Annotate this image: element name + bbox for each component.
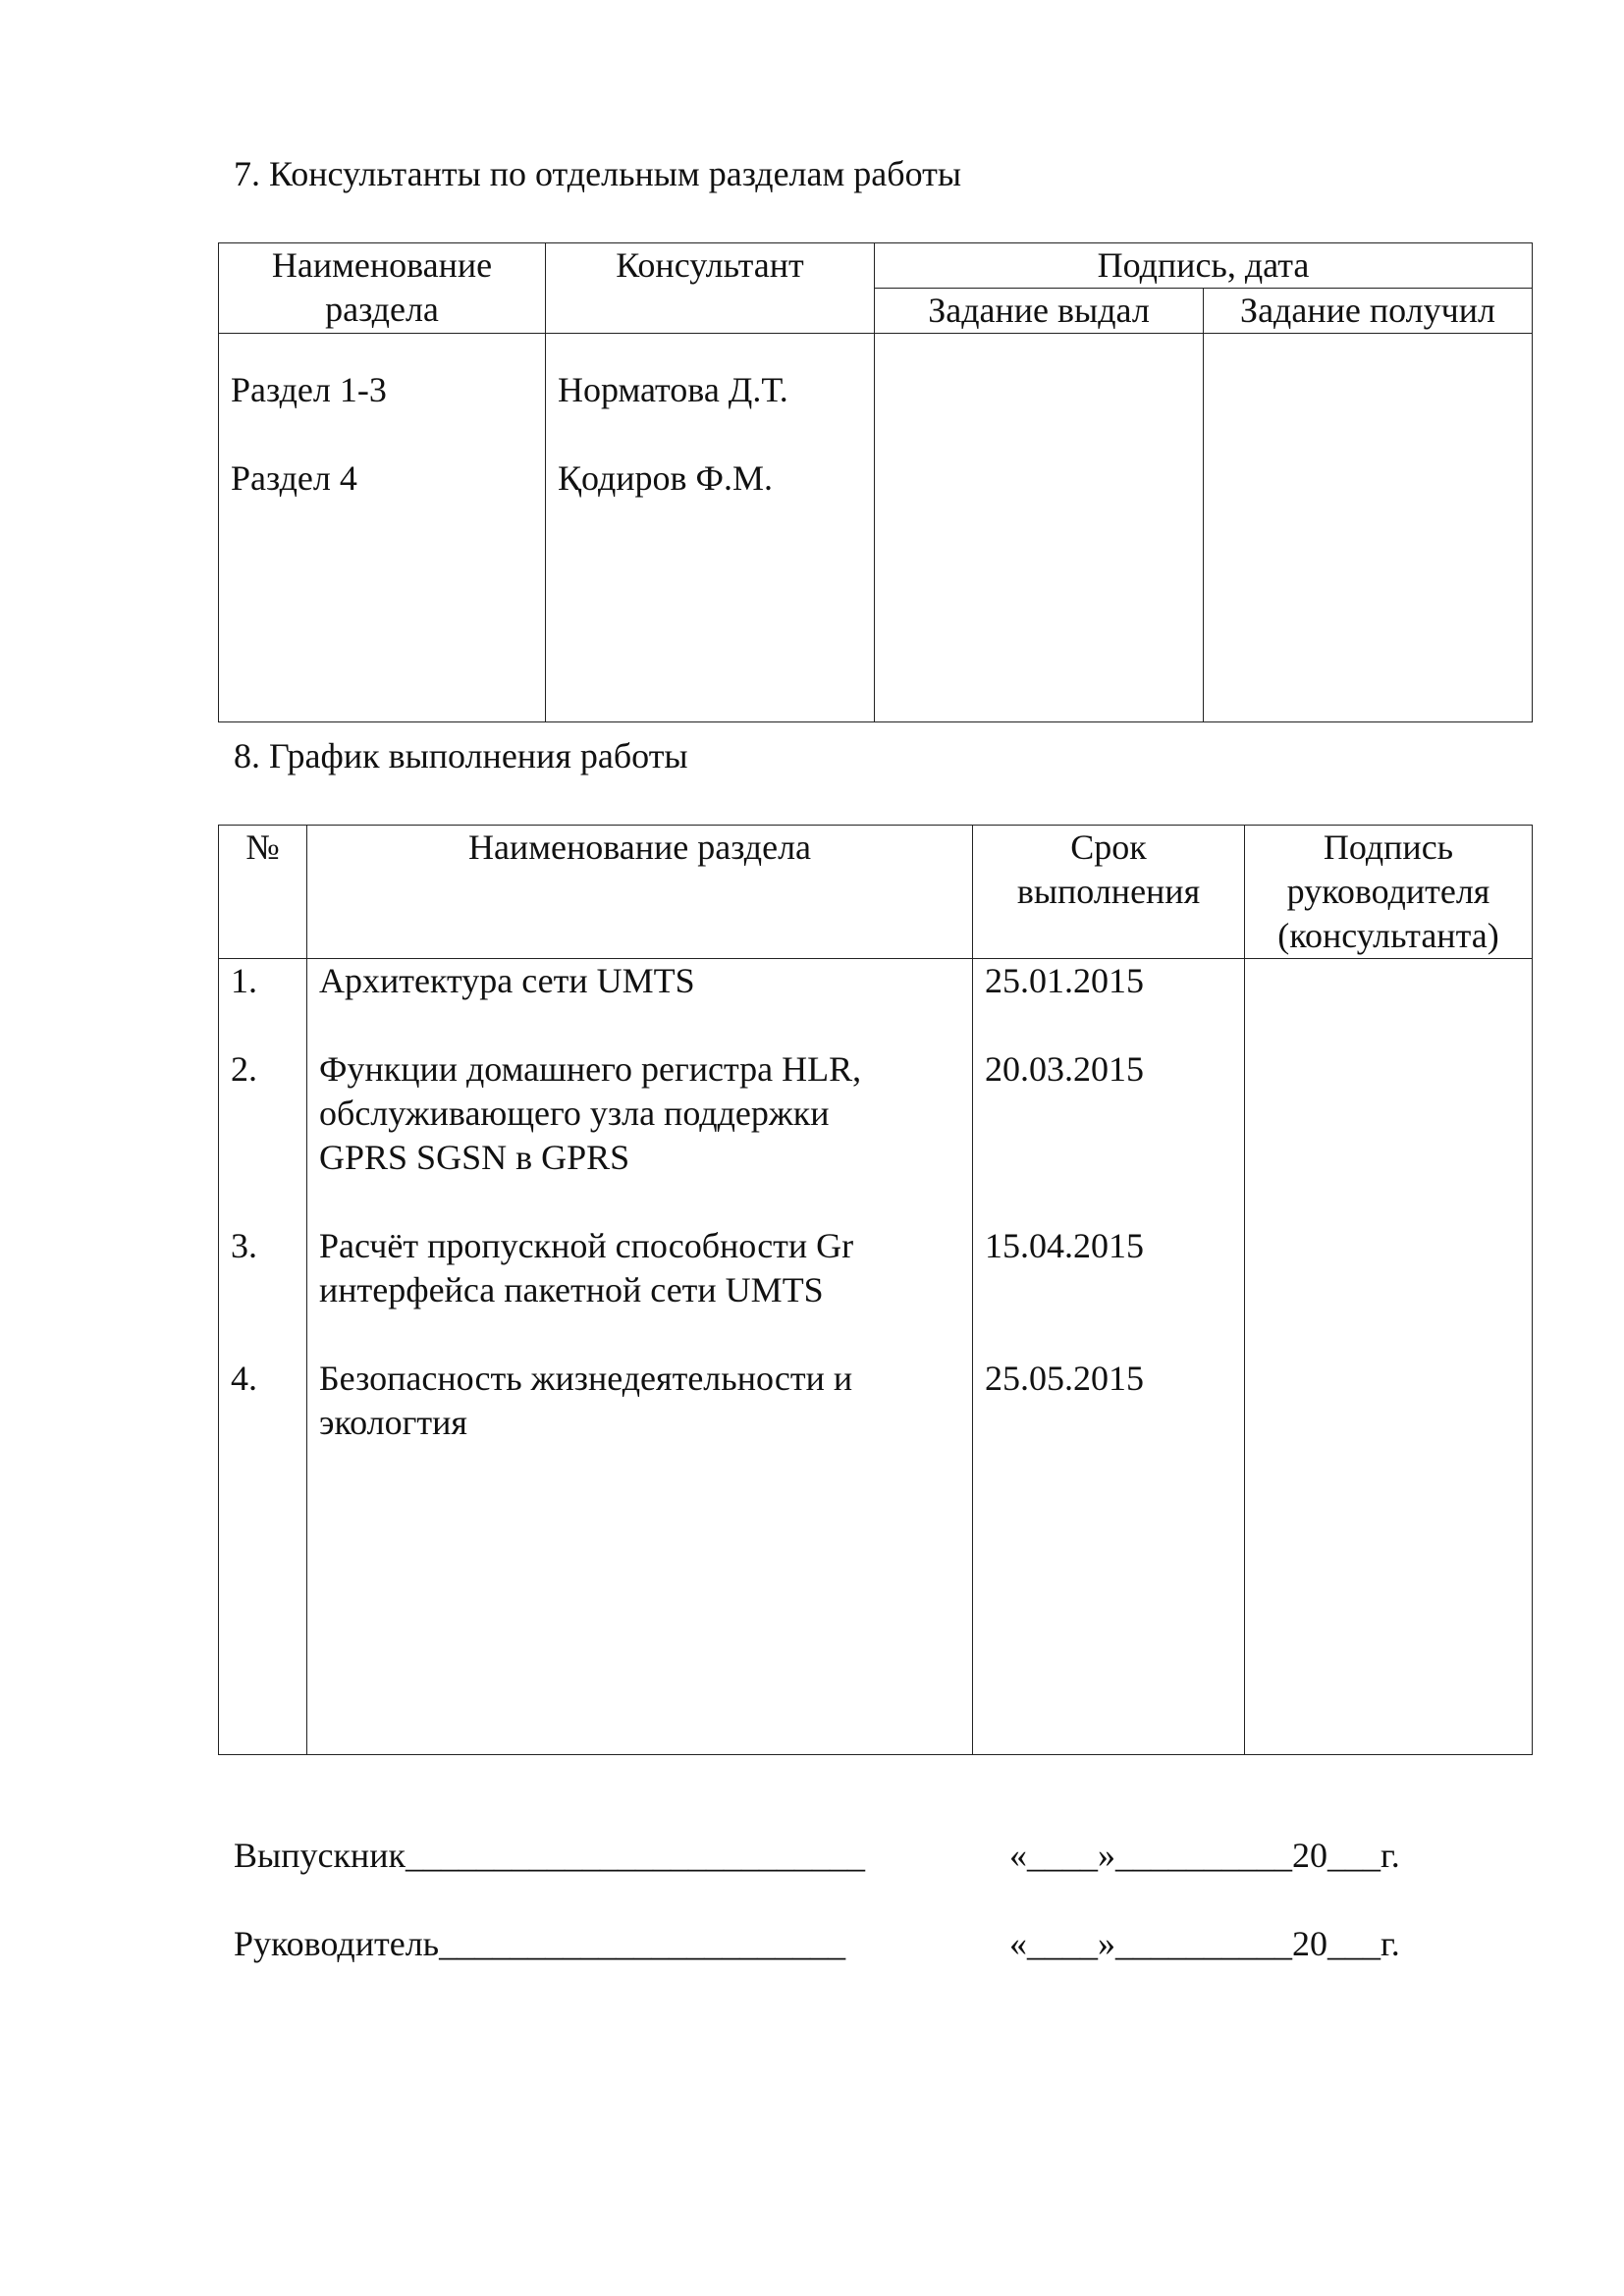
section-8-title: 8. График выполнения работы: [234, 736, 688, 775]
row-name: Безопасность жизнедеятельности и экологтия: [319, 1359, 853, 1442]
row-number: 3.: [231, 1226, 257, 1265]
header-task-issued: Задание выдал: [875, 289, 1204, 334]
header-deadline: Срок выполнения: [973, 826, 1245, 959]
header-number: №: [219, 826, 307, 959]
section-names-cell: [219, 334, 546, 722]
graduate-date-line: «____»__________20___г.: [1009, 1836, 1400, 1875]
consultant-row-section: Раздел 4: [231, 458, 357, 498]
row-number: 4.: [231, 1359, 257, 1398]
consultants-table: [218, 242, 1533, 722]
header-consultant: Консультант: [546, 243, 875, 334]
row-number: 1.: [231, 961, 257, 1000]
consultant-row-name: Қодиров Ф.М.: [558, 458, 774, 498]
signature-cell: [1245, 959, 1533, 1755]
row-date: 15.04.2015: [985, 1226, 1144, 1265]
header-section-name: Наименование раздела: [307, 826, 973, 959]
task-received-cell: [1204, 334, 1533, 722]
row-name: Архитектура сети UMTS: [319, 961, 695, 1000]
schedule-table: [218, 825, 1533, 1755]
graduate-signature-line: Выпускник__________________________ «____»__________20___г.: [234, 1834, 865, 1878]
row-date: 25.01.2015: [985, 961, 1144, 1000]
dates-cell: [973, 959, 1245, 1755]
header-section-name: Наименование раздела: [219, 243, 546, 334]
row-number: 2.: [231, 1049, 257, 1089]
row-name: Расчёт пропускной способности Gr интерфейса пакетной сети UMTS: [319, 1226, 854, 1309]
row-date: 20.03.2015: [985, 1049, 1144, 1089]
consultant-row-name: Норматова Д.Т.: [558, 370, 788, 409]
header-signature: Подпись руководителя (консультанта): [1245, 826, 1533, 959]
consultant-names-cell: [546, 334, 875, 722]
header-task-received: Задание получил: [1204, 289, 1533, 334]
names-cell: [307, 959, 973, 1755]
task-issued-cell: [875, 334, 1204, 722]
header-signature-date: Подпись, дата: [875, 243, 1533, 289]
supervisor-signature-line: Руководитель_______________________ «____»__________20___г.: [234, 1922, 845, 1966]
section-7-title: 7. Консультанты по отдельным разделам работы: [234, 154, 962, 193]
consultant-row-section: Раздел 1-3: [231, 370, 387, 409]
row-name: Функции домашнего регистра HLR, обслуживающего узла поддержки GPRS SGSN в GPRS: [319, 1049, 862, 1177]
numbers-cell: [219, 959, 307, 1755]
row-date: 25.05.2015: [985, 1359, 1144, 1398]
supervisor-date-line: «____»__________20___г.: [1009, 1924, 1400, 1963]
